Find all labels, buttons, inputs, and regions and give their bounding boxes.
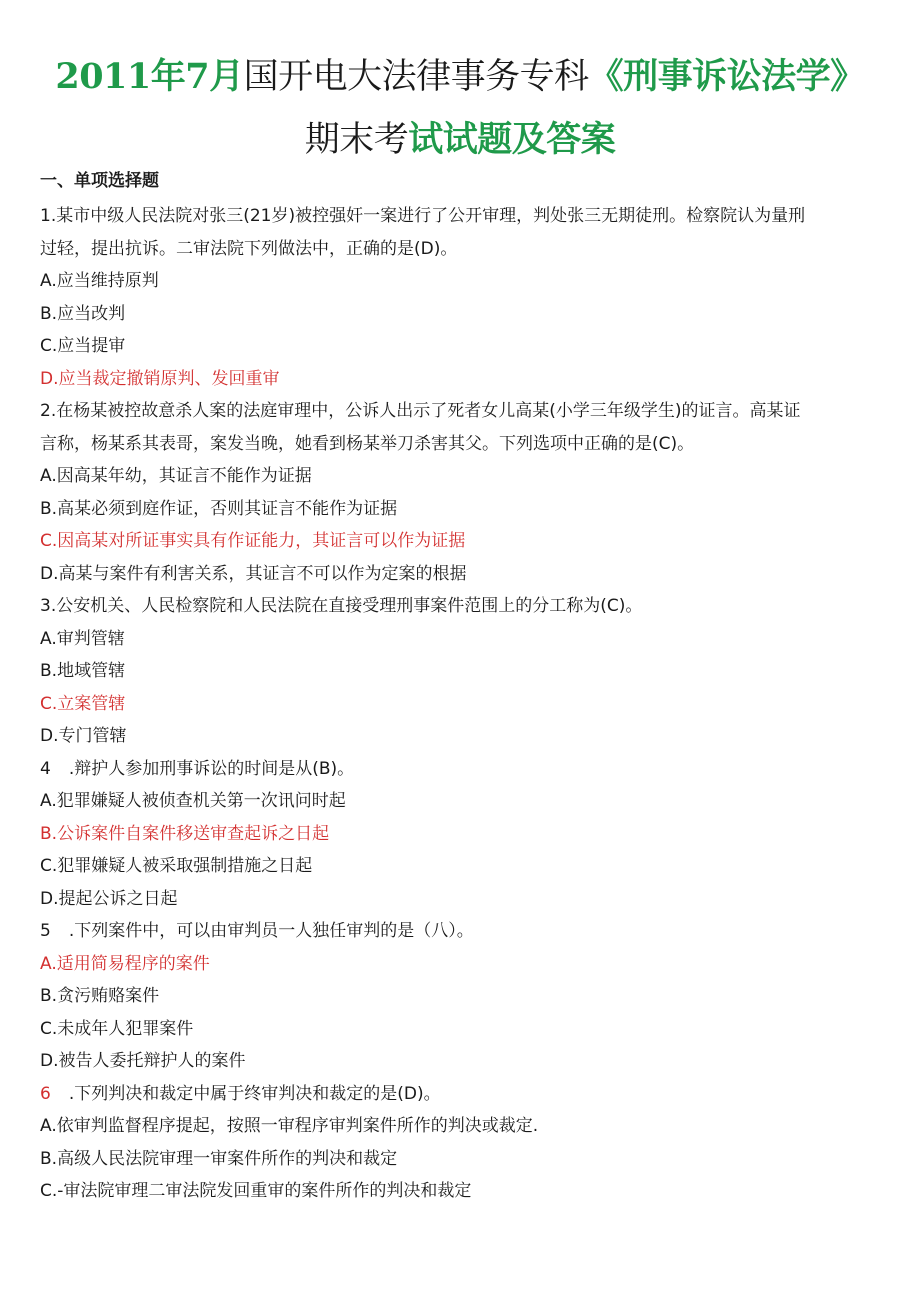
title-line-1 — [0, 46, 920, 108]
q4-option-b-answer: B.公诉案件自案件移送审查起诉之日起 — [40, 823, 330, 844]
q4-option-d: D.提起公诉之日起 — [40, 888, 178, 909]
question-list — [40, 200, 880, 1208]
q1-option-d-answer: D.应当裁定撤销原判、发回重审 — [40, 368, 280, 389]
q5-option-c: C.未成年人犯罪案件 — [40, 1018, 194, 1039]
q5-option-a-answer: A.适用简易程序的案件 — [40, 953, 210, 974]
q1-stem-line-2: 过轻，提出抗诉。二审法院下列做法中，正确的是(D)。 — [40, 238, 458, 259]
q3-stem: 3.公安机关、人民检察院和人民法院在直接受理刑事案件范围上的分工称为(C)。 — [40, 596, 643, 616]
q4-number: 4 — [40, 758, 51, 779]
title-questions-label: 试试题 — [408, 120, 512, 160]
q4-stem-text: .辩护人参加刑事诉讼的时间是从(B)。 — [68, 758, 355, 779]
title-answers-label: 及答案 — [511, 120, 616, 160]
title-line-2 — [0, 109, 920, 171]
q3-option-b: B.地域管辖 — [40, 661, 126, 681]
q6-stem — [40, 1078, 880, 1111]
q1-option-b: B.应当改判 — [40, 303, 126, 324]
q5-option-d: D.被告人委托辩护人的案件 — [40, 1051, 246, 1071]
q5-option-b: B.贪污贿赂案件 — [40, 986, 160, 1006]
title-exam-label: 期末考 — [304, 120, 409, 160]
q2-stem-line-1: 2.在杨某被控故意杀人案的法庭审理中，公诉人出示了死者女儿高某(小学三年级学生)的证言。高某证 — [40, 401, 801, 421]
q6-stem-text: .下列判决和裁定中属于终审判决和裁定的是(D)。 — [68, 1083, 441, 1104]
q4-option-c: C.犯罪嫌疑人被采取强制措施之日起 — [40, 856, 313, 876]
q4-option-a: A.犯罪嫌疑人被侦查机关第一次讯问时起 — [40, 791, 346, 811]
q5-stem — [40, 915, 880, 948]
title-school-program: 国开电大法律事务专科 — [243, 57, 589, 97]
title-date: 2011年7月 — [55, 56, 244, 97]
q2-option-a: A.因高某年幼，其证言不能作为证据 — [40, 466, 312, 486]
q2-option-b: B.高某必须到庭作证，否则其证言不能作为证据 — [40, 498, 398, 519]
q3-option-c-answer: C.立案管辖 — [40, 693, 126, 714]
q1-option-a: A.应当维持原判 — [40, 271, 159, 291]
q5-stem-text: .下列案件中，可以由审判员一人独任审判的是（八）。 — [68, 921, 474, 941]
q2-stem-line-2: 言称，杨某系其表哥，案发当晚，她看到杨某举刀杀害其父。下列选项中正确的是(C)。 — [40, 433, 695, 454]
title-course-name: 《刑事诉讼法学》 — [588, 57, 865, 97]
q3-option-a: A.审判管辖 — [40, 628, 125, 649]
q6-option-a: A.依审判监督程序提起，按照一审程序审判案件所作的判决或裁定. — [40, 1116, 539, 1136]
q4-stem — [40, 753, 880, 786]
q1-stem-line-1: 1.某市中级人民法院对张三(21岁)被控强奸一案进行了公开审理，判处张三无期徒刑。检察院认为量刑 — [40, 206, 806, 226]
q2-option-c-answer: C.因高某对所证事实具有作证能力，其证言可以作为证据 — [40, 531, 466, 551]
q1-option-c: C.应当提审 — [40, 336, 126, 356]
q5-number: 5 — [40, 921, 51, 941]
q3-option-d: D.专门管辖 — [40, 726, 127, 746]
section-heading: 一、单项选择题 — [40, 171, 159, 191]
q6-option-c: C.-审法院审理二审法院发回重审的案件所作的判决和裁定 — [40, 1181, 472, 1201]
q2-option-d: D.高某与案件有利害关系，其证言不可以作为定案的根据 — [40, 563, 467, 584]
q6-number: 6 — [40, 1083, 51, 1104]
q6-option-b: B.高级人民法院审理一审案件所作的判决和裁定 — [40, 1148, 398, 1169]
